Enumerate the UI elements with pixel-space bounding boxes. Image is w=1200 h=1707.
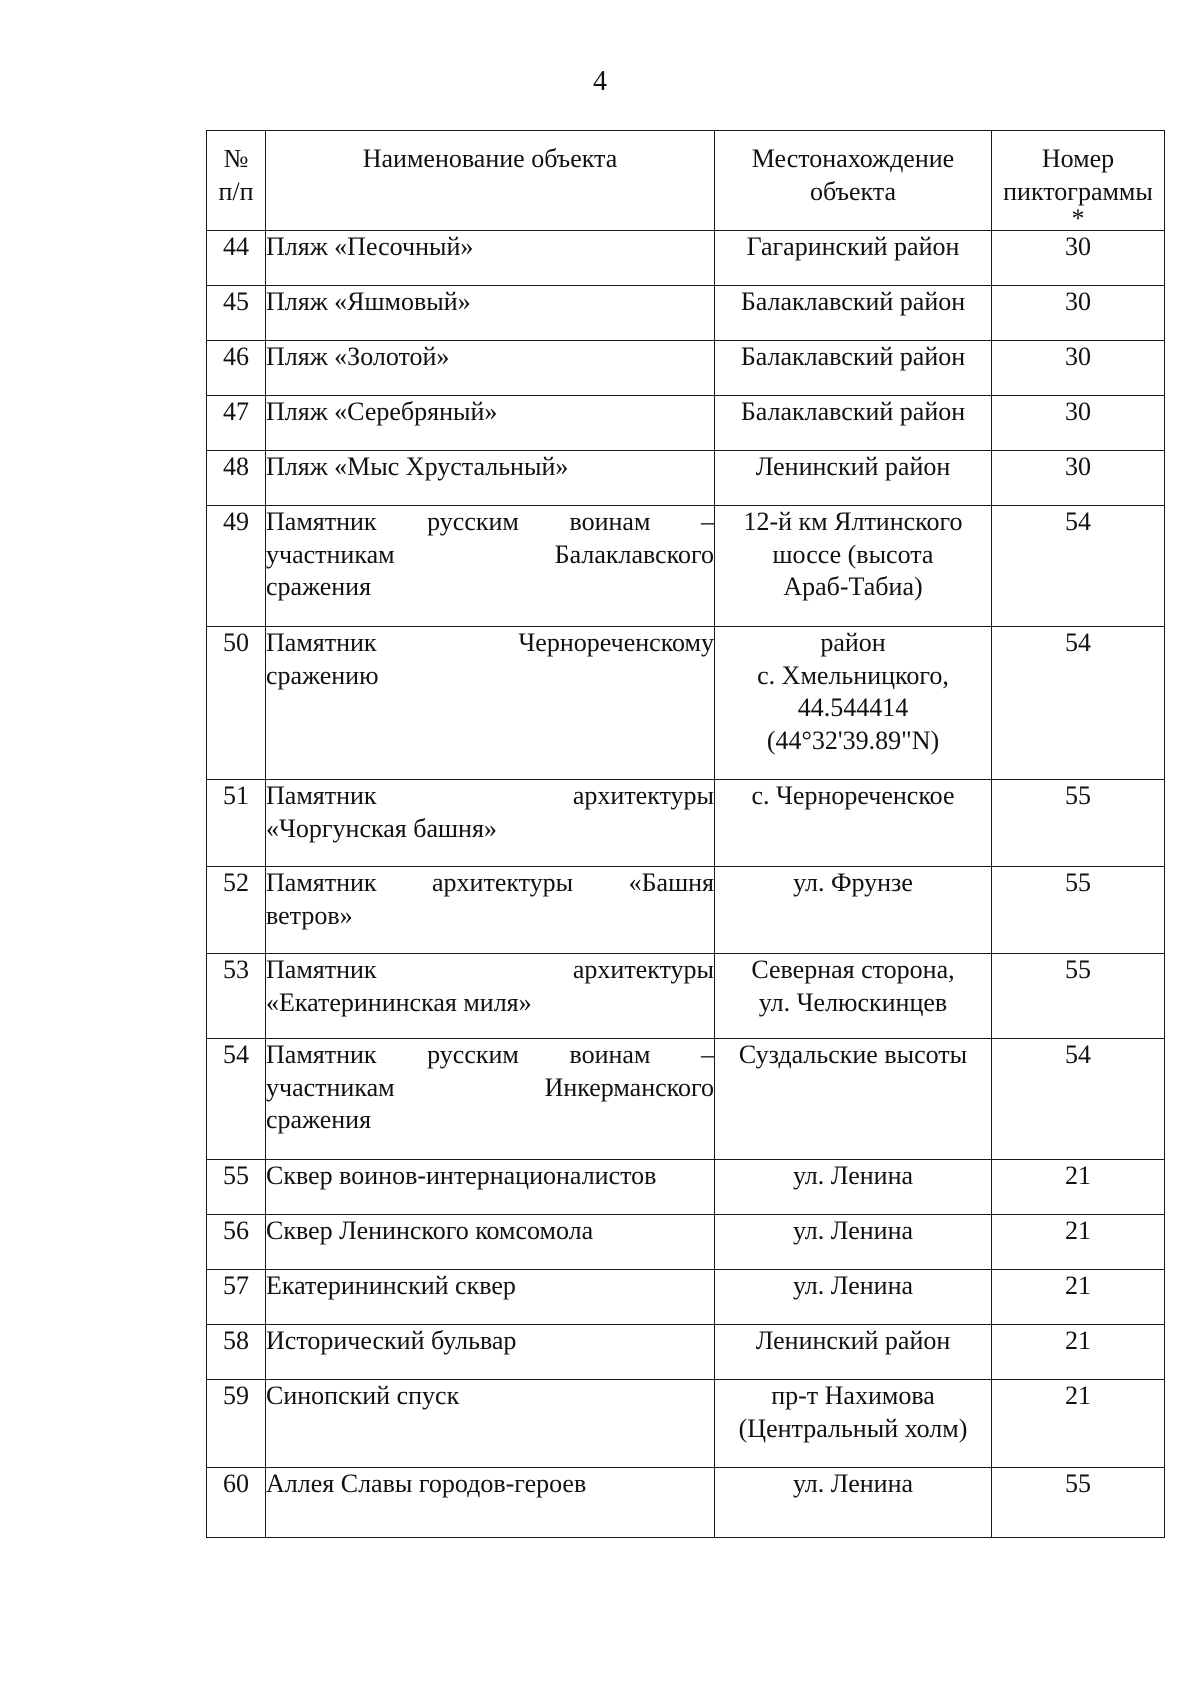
row-num: 46 xyxy=(207,341,266,396)
row-pictogram: 30 xyxy=(992,286,1165,341)
row-name: Пляж «Серебряный» xyxy=(266,396,715,451)
row-pictogram: 55 xyxy=(992,780,1165,867)
row-pictogram: 30 xyxy=(992,341,1165,396)
row-num: 58 xyxy=(207,1325,266,1380)
row-num: 50 xyxy=(207,627,266,780)
header-num: № п/п xyxy=(207,131,266,231)
row-location: Гагаринский район xyxy=(715,231,992,286)
row-num: 56 xyxy=(207,1215,266,1270)
table-header-row xyxy=(207,131,1165,231)
header-pictogram: Номер пиктограммы * xyxy=(992,131,1165,231)
row-location: Балаклавский район xyxy=(715,341,992,396)
row-pictogram: 21 xyxy=(992,1380,1165,1468)
row-name: Памятник архитектуры «Башня ветров» xyxy=(266,867,715,954)
row-location: Балаклавский район xyxy=(715,396,992,451)
row-name: Памятник архитектуры «Чоргунская башня» xyxy=(266,780,715,867)
table-row xyxy=(207,1270,1165,1325)
row-name: Памятник русским воинам – участникам Балаклавского сражения xyxy=(266,506,715,627)
row-num: 45 xyxy=(207,286,266,341)
row-num: 54 xyxy=(207,1039,266,1160)
row-name: Сквер воинов-интернационалистов xyxy=(266,1160,715,1215)
row-pictogram: 55 xyxy=(992,954,1165,1039)
header-name: Наименование объекта xyxy=(266,131,715,231)
table-row xyxy=(207,506,1165,627)
table-row xyxy=(207,1325,1165,1380)
header-location: Местонахождение объекта xyxy=(715,131,992,231)
row-location: 12-й км Ялтинского шоссе (высота Араб-Табиа) xyxy=(715,506,992,627)
row-location: ул. Ленина xyxy=(715,1160,992,1215)
row-pictogram: 54 xyxy=(992,627,1165,780)
row-name: Аллея Славы городов-героев xyxy=(266,1468,715,1538)
row-pictogram: 21 xyxy=(992,1270,1165,1325)
row-location: ул. Фрунзе xyxy=(715,867,992,954)
row-num: 48 xyxy=(207,451,266,506)
row-name: Исторический бульвар xyxy=(266,1325,715,1380)
row-pictogram: 30 xyxy=(992,396,1165,451)
row-pictogram: 30 xyxy=(992,231,1165,286)
row-location: Суздальские высоты xyxy=(715,1039,992,1160)
table-row xyxy=(207,627,1165,780)
table-row xyxy=(207,954,1165,1039)
row-num: 55 xyxy=(207,1160,266,1215)
row-pictogram: 55 xyxy=(992,1468,1165,1538)
row-name: Памятник русским воинам – участникам Инкерманского сражения xyxy=(266,1039,715,1160)
row-num: 60 xyxy=(207,1468,266,1538)
row-pictogram: 54 xyxy=(992,506,1165,627)
row-num: 59 xyxy=(207,1380,266,1468)
row-location: ул. Ленина xyxy=(715,1270,992,1325)
row-pictogram: 21 xyxy=(992,1325,1165,1380)
row-num: 52 xyxy=(207,867,266,954)
row-pictogram: 30 xyxy=(992,451,1165,506)
row-location: с. Чернореченское xyxy=(715,780,992,867)
row-location: пр-т Нахимова (Центральный холм) xyxy=(715,1380,992,1468)
row-num: 47 xyxy=(207,396,266,451)
row-name: Пляж «Мыс Хрустальный» xyxy=(266,451,715,506)
row-name: Синопский спуск xyxy=(266,1380,715,1468)
row-num: 51 xyxy=(207,780,266,867)
row-name: Памятник архитектуры «Екатерининская миля» xyxy=(266,954,715,1039)
row-num: 53 xyxy=(207,954,266,1039)
row-name: Пляж «Золотой» xyxy=(266,341,715,396)
table-row xyxy=(207,1468,1165,1538)
row-name: Екатерининский сквер xyxy=(266,1270,715,1325)
row-location: Ленинский район xyxy=(715,1325,992,1380)
table-row xyxy=(207,451,1165,506)
objects-table xyxy=(206,130,1165,1538)
table-row xyxy=(207,780,1165,867)
row-name: Пляж «Яшмовый» xyxy=(266,286,715,341)
table-row xyxy=(207,1160,1165,1215)
table-row xyxy=(207,1039,1165,1160)
row-num: 49 xyxy=(207,506,266,627)
row-num: 57 xyxy=(207,1270,266,1325)
row-pictogram: 21 xyxy=(992,1215,1165,1270)
row-name: Сквер Ленинского комсомола xyxy=(266,1215,715,1270)
table-row xyxy=(207,341,1165,396)
table-row xyxy=(207,396,1165,451)
page-number: 4 xyxy=(593,66,607,97)
row-location: Балаклавский район xyxy=(715,286,992,341)
table-row xyxy=(207,867,1165,954)
row-location: ул. Ленина xyxy=(715,1468,992,1538)
table-row xyxy=(207,231,1165,286)
row-name: Пляж «Песочный» xyxy=(266,231,715,286)
row-pictogram: 55 xyxy=(992,867,1165,954)
row-location: ул. Ленина xyxy=(715,1215,992,1270)
row-location: Северная сторона, ул. Челюскинцев xyxy=(715,954,992,1039)
row-location: район с. Хмельницкого, 44.544414 (44°32'39.89"N) xyxy=(715,627,992,780)
row-pictogram: 54 xyxy=(992,1039,1165,1160)
row-num: 44 xyxy=(207,231,266,286)
row-pictogram: 21 xyxy=(992,1160,1165,1215)
table-row xyxy=(207,1380,1165,1468)
row-location: Ленинский район xyxy=(715,451,992,506)
table-row xyxy=(207,286,1165,341)
row-name: Памятник Чернореченскому сражению xyxy=(266,627,715,780)
table-row xyxy=(207,1215,1165,1270)
